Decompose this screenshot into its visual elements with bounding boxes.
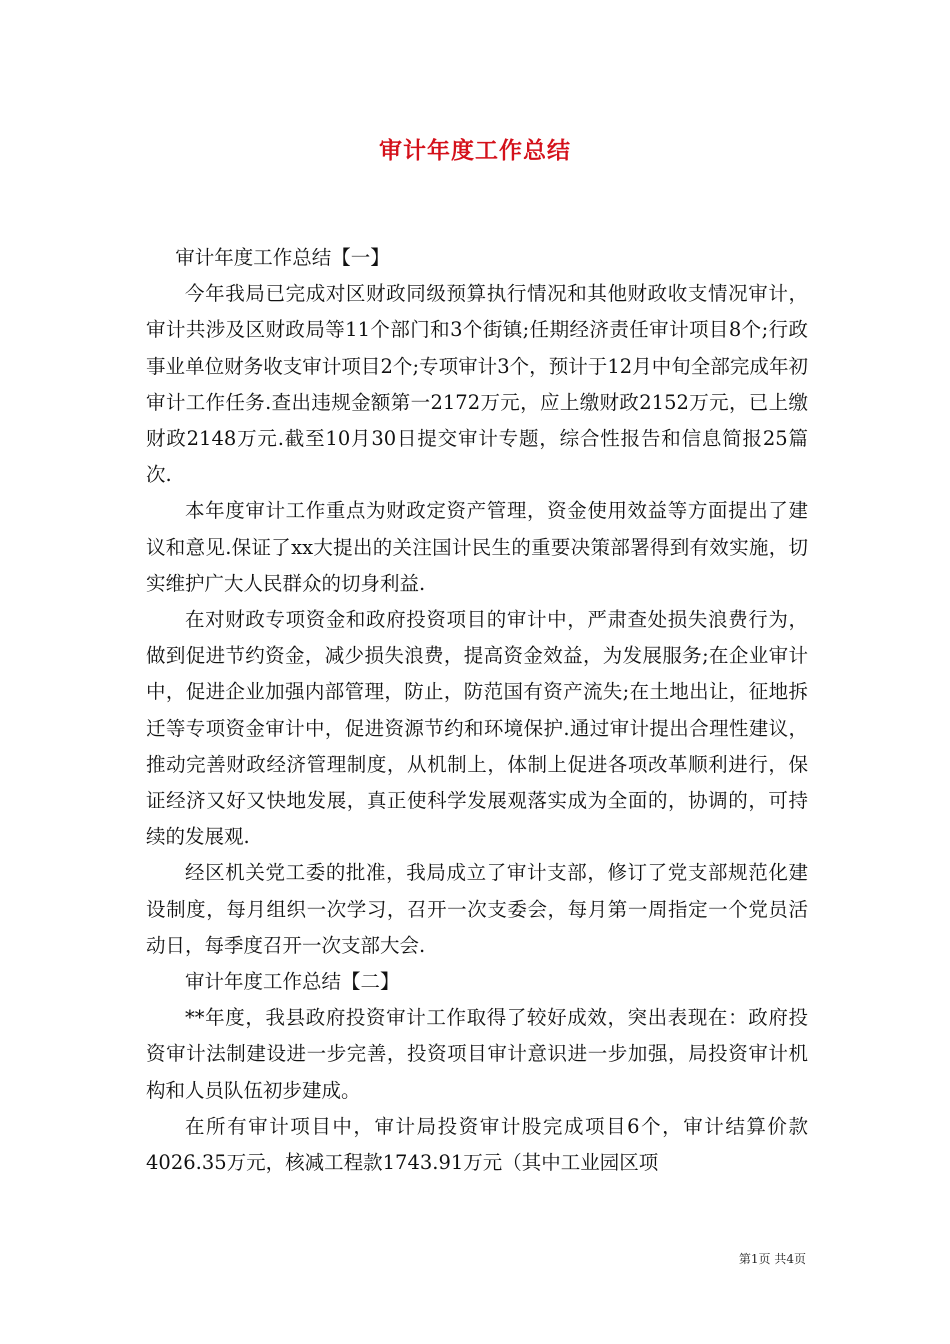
paragraph: 本年度审计工作重点为财政定资产管理，资金使用效益等方面提出了建议和意见.保证了xx大提出的关注国计民生的重要决策部署得到有效实施，切实维护广大人民群众的切身利益.	[146, 499, 808, 595]
document-title: 审计年度工作总结	[379, 137, 571, 164]
paragraph: 在所有审计项目中，审计局投资审计股完成项目6个，审计结算价款4026.35万元，核减工程款1743.91万元（其中工业园区项	[146, 1114, 808, 1175]
page-footer: 第1页 共4页	[738, 1252, 806, 1266]
paragraph: 在对财政专项资金和政府投资项目的审计中，严肃查处损失浪费行为，做到促进节约资金，减少损失浪费，提高资金效益，为发展服务;在企业审计中，促进企业加强内部管理，防止，防范国有资产流失;在土地出让，征地拆迁等专项资金审计中，促进资源节约和环境保护.通过审计提出合理性建议，推动完善财政经济管理制度，从机制上，体制上促进各项改革顺利进行，保证经济又好又快地发展，真正使科学发展观落实成为全面的，协调的，可持续的发展观.	[146, 608, 808, 849]
paragraph: **年度，我县政府投资审计工作取得了较好成效，突出表现在：政府投资审计法制建设进一步完善，投资项目审计意识进一步加强，局投资审计机构和人员队伍初步建成。	[146, 1006, 808, 1102]
document-body	[146, 240, 808, 1181]
section-heading-2: 审计年度工作总结【二】	[185, 970, 400, 994]
section-heading-1: 审计年度工作总结【一】	[175, 246, 390, 269]
paragraph: 今年我局已完成对区财政同级预算执行情况和其他财政收支情况审计，审计共涉及区财政局等11个部门和3个街镇;任期经济责任审计项目8个;行政事业单位财务收支审计项目2个;专项审计3个，预计于12月中旬全部完成年初审计工作任务.查出违规金额第一2172万元，应上缴财政2152万元，已上缴财政2148万元.截至10月30日提交审计专题，综合性报告和信息简报25篇次.	[146, 282, 808, 487]
paragraph: 经区机关党工委的批准，我局成立了审计支部，修订了党支部规范化建设制度，每月组织一次学习，召开一次支委会，每月第一周指定一个党员活动日，每季度召开一次支部大会.	[146, 861, 808, 957]
